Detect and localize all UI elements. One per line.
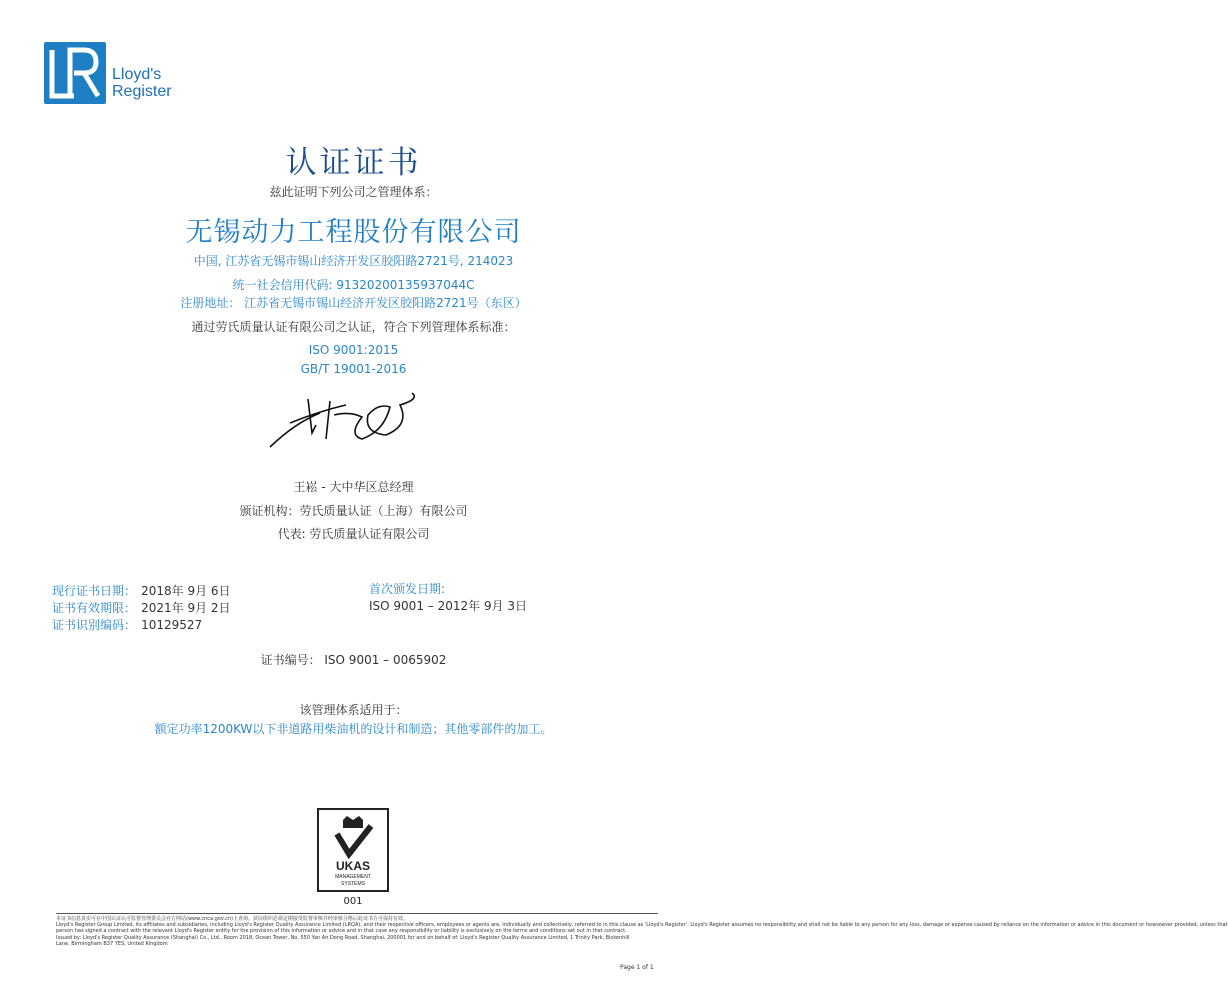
first-issue-value: ISO 9001 – 2012年 9月 3日 xyxy=(369,599,528,613)
ukas-number: 001 xyxy=(343,896,363,907)
footer-divider xyxy=(56,913,658,914)
scope-heading: 该管理体系适用于： xyxy=(299,703,408,717)
logo-line-1: Lloyd's xyxy=(112,66,162,83)
lr-logo-icon xyxy=(44,42,106,104)
ukas-line-1: MANAGEMENT xyxy=(335,874,371,880)
footer-line: Issued by: Lloyd's Register Quality Assurance (Shanghai) Co., Ltd., Room 2018, Ocean Tower, No. 550 Yan An Dong Road, Shanghai, 200001 for and on behalf of: Lloyd's Register Quality Assurance Limited, 1 Trinity Park, Bickenhill xyxy=(56,934,630,941)
lr-logo-mark xyxy=(44,42,106,104)
first-issue-label: 首次颁发日期: xyxy=(369,582,446,596)
signer-name: 王崧 - 大中华区总经理 xyxy=(293,480,414,494)
standard-gbt: GB/T 19001-2016 xyxy=(300,362,407,376)
lr-logo-text xyxy=(112,66,172,100)
ukas-line-2: SYSTEMS xyxy=(341,881,365,887)
standard-iso: ISO 9001:2015 xyxy=(308,343,399,357)
representative: 代表: 劳氏质量认证有限公司 xyxy=(277,527,430,541)
issuing-body: 颁证机构：劳氏质量认证（上海）有限公司 xyxy=(239,504,468,518)
intro-text: 兹此证明下列公司之管理体系： xyxy=(269,185,438,199)
current-date-label: 现行证书日期： xyxy=(52,584,137,598)
ukas-crown-tick-icon xyxy=(319,810,387,890)
expiry-date-value: 2021年 9月 2日 xyxy=(141,601,231,615)
ukas-mark xyxy=(317,808,389,892)
certificate-title: 认证证书 xyxy=(285,145,422,181)
company-name: 无锡动力工程股份有限公司 xyxy=(185,217,522,248)
ukas-name: UKAS xyxy=(335,859,371,873)
footer-line: 本证书信息真实可在中国认证认可监督管理委员会官方网站(www.cnca.gov.cn)上查询。获证组织必须定期接受监督审核并经审核合格后此证书方可保持有效。 xyxy=(56,916,408,922)
scope-text: 额定功率1200KW以下非道路用柴油机的设计和制造；其他零部件的加工。 xyxy=(154,722,553,736)
approved-text: 通过劳氏质量认证有限公司之认证，符合下列管理体系标准： xyxy=(191,320,516,334)
footer-line: Lane, Birmingham B37 7ES, United Kingdom xyxy=(56,940,168,947)
expiry-date-label: 证书有效期限： xyxy=(52,601,137,615)
registered-address: 注册地址： 江苏省无锡市锡山经济开发区胶阳路2721号（东区） xyxy=(180,296,527,310)
page-number: Page 1 of 1 xyxy=(620,964,654,971)
footer-line: person has signed a contract with the relevant Lloyd's Register entity for the provision of this information or advice and in that case any responsibility or liability is exclusively on the terms and conditions set out in that contract. xyxy=(56,928,627,935)
footer-disclaimer xyxy=(56,916,1228,947)
cert-id-value: 10129527 xyxy=(141,618,203,632)
signature-image xyxy=(250,385,460,460)
cert-id-row xyxy=(52,614,202,633)
credit-code: 统一社会信用代码: 91320200135937044C xyxy=(232,278,475,292)
footer-line: Lloyd's Register Group Limited, its affiliates and subsidiaries, including Lloyd's Register Quality Assurance Limited (LRQA), and their respective officers, employees or agents are, individually and collectively, referred to in this clause as 'Lloyd's Register'. Lloyd's Register assumes no responsibility and shall not be liable to any person for any loss, damage or expense caused by reliance on the information or advice in this document or howsoever provided, unless that xyxy=(56,922,1228,929)
logo-line-2: Register xyxy=(112,83,172,100)
certificate-number: 证书编号： ISO 9001 – 0065902 xyxy=(260,653,447,667)
company-address: 中国, 江苏省无锡市锡山经济开发区胶阳路2721号, 214023 xyxy=(193,254,514,268)
cert-id-label: 证书识别编码： xyxy=(52,618,137,632)
current-date-value: 2018年 9月 6日 xyxy=(141,584,231,598)
